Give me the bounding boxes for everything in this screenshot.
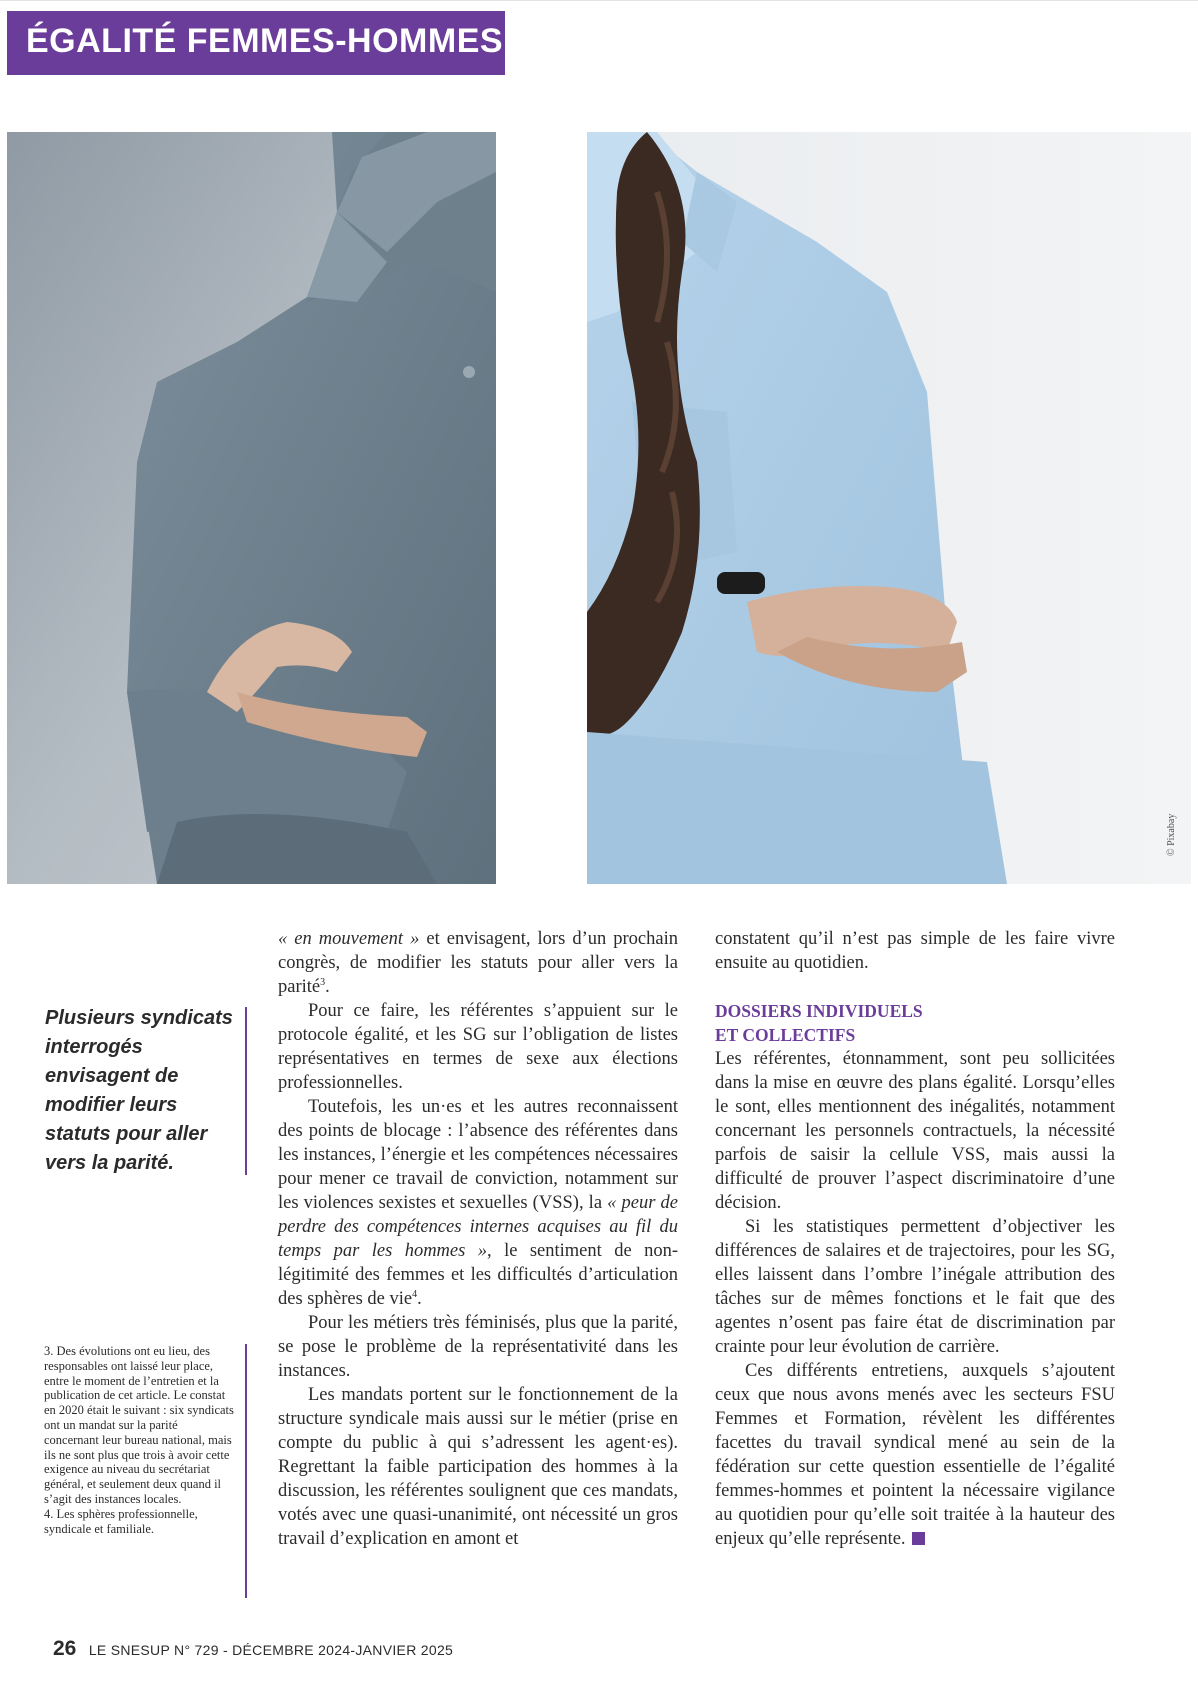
footnote-ref: 3 <box>320 976 326 988</box>
subheading: DOSSIERS INDIVIDUELS ET COLLECTIFS <box>715 1001 923 1045</box>
footnote-4: 4. Les sphères professionnelle, syndicale et familiale. <box>44 1506 198 1536</box>
section-title: ÉGALITÉ FEMMES-HOMMES <box>26 22 504 60</box>
paragraph: constatent qu’il n’est pas simple de les faire vivre ensuite au quotidien. <box>715 929 1115 973</box>
paragraph: Les référentes, étonnamment, sont peu sollicitées dans la mise en œuvre des plans égalité. Lorsqu’elles le sont, elles mentionnent des inégalités, notamment concernant les personnels contractuels, la nécessité parfois de saisir la cellule VSS, mais aussi la difficulté de prouver l’aspect discriminatoire d’une décision. <box>715 1049 1115 1213</box>
paragraph: Toutefois, les un·es et les autres reconnaissent des points de blocage : l’absence des référentes dans les instances, l’énergie et les compétences nécessaires pour mener ce travail de conviction, notamment sur les violences sexistes et sexuelles (VSS), la « peur de perdre des compétences internes acquises au fil du temps par les hommes », le sentiment de non-légitimité des femmes et les difficultés d’articulation des sphères de vie$^4$. <box>278 1097 679 1309</box>
photo-woman-braid <box>587 132 1191 884</box>
paragraph: Ces différents entretiens, auxquels s’ajoutent ceux que nous avons menés avec les secteurs FSU Femmes et Formation, révèlent les différentes facettes du travail syndical mené au sein de la fédération sur cette question essentielle de l’égalité femmes-hommes et pointent la nécessaire vigilance au quotidien pour qu’elle soit traitée à la hauteur des enjeux qu’elle représente. <box>715 1361 1115 1549</box>
publication-info: LE SNESUP N° 729 - DÉCEMBRE 2024-JANVIER 2025 <box>88 1642 454 1658</box>
pullquote-rule <box>245 1007 247 1175</box>
paragraph: Pour ce faire, les référentes s’appuient sur le protocole égalité, et les SG sur l’obligation de listes représentatives en termes de sexe aux élections professionnelles. <box>278 1001 678 1093</box>
article-column-1 <box>278 927 678 1551</box>
paragraph: Si les statistiques permettent d’objectiver les différences de salaires et de trajectoires, pour les SG, elles laissent dans l’ombre l’inégale attribution des tâches sur de mêmes fonctions et le fait que des agentes n’osent pas faire état de discrimination par crainte pour leur évolution de carrière. <box>715 1217 1115 1357</box>
footnotes <box>44 1344 234 1536</box>
footnote-ref: 4 <box>412 1288 418 1300</box>
paragraph: Les mandats portent sur le fonctionnement de la structure syndicale mais aussi sur le métier (prise en compte du public à qui s’adressent les agent·es). Regrettant la faible participation des hommes à la discussion, les référentes soulignent que ces mandats, votés avec une quasi-unanimité, ont nécessité un gros travail d’explication en amont et <box>278 1385 678 1549</box>
article-column-2 <box>715 927 1115 1551</box>
paragraph: « en mouvement » et envisagent, lors d’un prochain congrès, de modifier les statuts pour aller vers la parité$^3$. <box>278 929 678 997</box>
footnote-3: 3. Des évolutions ont eu lieu, des responsables ont laissé leur place, entre le moment de l’entretien et la publication de cet article. Le constat en 2020 était le suivant : six syndicats ont un mandat sur la parité concernant leur bureau national, mais ils ne sont plus que trois à avoir cette exigence au niveau du secrétariat général, et seulement deux quand il s’agit des instances locales. <box>44 1344 234 1506</box>
quote: « peur de perdre des compétences internes acquises au fil du temps par les hommes » <box>278 1193 678 1261</box>
section-banner <box>7 11 505 75</box>
photo-man-arms-crossed <box>7 132 496 884</box>
footnote-rule <box>245 1344 247 1598</box>
quote: « en mouvement » <box>278 929 420 949</box>
page-number: 26 <box>53 1637 77 1660</box>
paragraph: Pour les métiers très féminisés, plus que la parité, se pose le problème de la représentativité dans les instances. <box>278 1313 678 1381</box>
end-square-icon <box>912 1532 925 1545</box>
photo-credit: © Pixabay <box>1166 813 1177 856</box>
page-footer <box>53 1637 453 1661</box>
pullquote: Plusieurs syndicats interrogés envisagent de modifier leurs statuts pour aller vers la parité. <box>45 1007 233 1174</box>
